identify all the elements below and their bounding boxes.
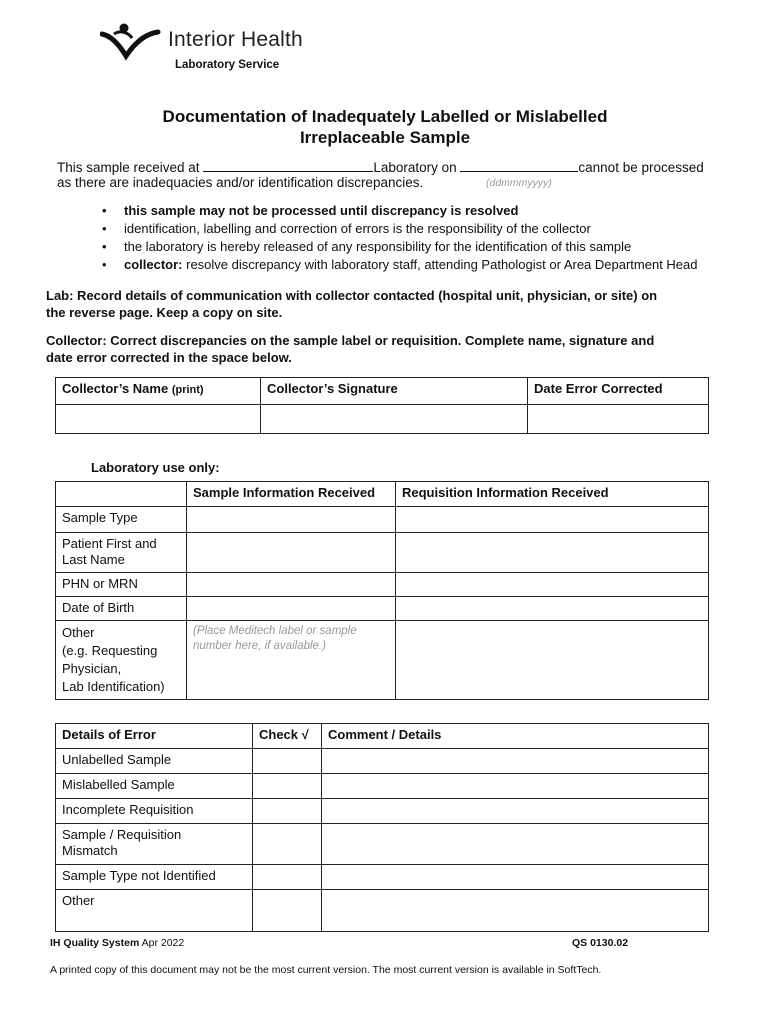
collector-table <box>55 377 709 434</box>
mislabelled-check[interactable] <box>253 774 322 799</box>
error-details-table <box>55 723 709 932</box>
intro-text-1: This sample received at <box>57 160 200 175</box>
date-corrected-header: Date Error Corrected <box>528 378 709 405</box>
dob-sample-field[interactable] <box>187 597 396 621</box>
lab-use-corner-cell <box>56 482 187 507</box>
list-item: • the laboratory is hereby released of any responsibility for the identification of this sample <box>96 238 698 256</box>
mismatch-comment[interactable] <box>322 824 709 865</box>
patient-name-label <box>56 533 187 573</box>
sample-type-sample-field[interactable] <box>187 507 396 533</box>
mismatch-label-line-1: Sample / Requisition <box>62 827 182 842</box>
other-label-line-2: (e.g. Requesting <box>62 643 158 658</box>
incomplete-comment[interactable] <box>322 799 709 824</box>
org-name: Interior Health <box>168 28 303 51</box>
other-error-label: Other <box>56 890 253 932</box>
check-header: Check √ <box>253 724 322 749</box>
not-identified-check[interactable] <box>253 865 322 890</box>
lab-use-label: Laboratory use only: <box>91 460 220 475</box>
phn-requisition-field[interactable] <box>396 573 709 597</box>
collector-label: collector: <box>124 257 183 272</box>
collector-instruction <box>46 332 736 366</box>
not-identified-comment[interactable] <box>322 865 709 890</box>
unlabelled-label: Unlabelled Sample <box>56 749 253 774</box>
sample-type-requisition-field[interactable] <box>396 507 709 533</box>
phn-sample-field[interactable] <box>187 573 396 597</box>
lab-use-table <box>55 481 709 700</box>
document-title <box>0 106 770 148</box>
collector-name-field[interactable] <box>56 405 261 434</box>
lab-instruction-line-1: Lab: Record details of communication with collector contacted (hospital unit, physician, or site) on <box>46 288 658 303</box>
lab-instruction-line-2: the reverse page. Keep a copy on site. <box>46 305 283 320</box>
meditech-placeholder-line-1: (Place Meditech label or sample <box>193 625 357 637</box>
conditions-list <box>96 202 698 274</box>
lab-instruction <box>46 287 736 321</box>
date-format-hint: (ddmmmyyyy) <box>486 177 552 189</box>
mislabelled-label: Mislabelled Sample <box>56 774 253 799</box>
requisition-info-header: Requisition Information Received <box>396 482 709 507</box>
not-identified-label: Sample Type not Identified <box>56 865 253 890</box>
collector-instruction-line-1: Collector: Correct discrepancies on the sample label or requisition. Complete name, signature and <box>46 333 655 348</box>
collector-name-header-text: Collector’s Name <box>62 381 169 396</box>
dob-requisition-field[interactable] <box>396 597 709 621</box>
incomplete-check[interactable] <box>253 799 322 824</box>
quality-system-label: IH Quality System <box>50 937 140 949</box>
meditech-placeholder-line-2: number here, if available.) <box>193 640 326 652</box>
intro-line-1 <box>57 158 704 175</box>
other-label-line-3: Physician, <box>62 661 122 676</box>
patient-name-label-line-1: Patient First and <box>62 536 157 551</box>
other-sample-field[interactable] <box>187 621 396 700</box>
document-code: QS 0130.02 <box>572 937 629 949</box>
collector-signature-field[interactable] <box>261 405 528 434</box>
details-of-error-header: Details of Error <box>56 724 253 749</box>
footer-system <box>50 937 184 949</box>
phn-label: PHN or MRN <box>56 573 187 597</box>
title-line-2: Irreplaceable Sample <box>299 128 471 147</box>
collector-name-header <box>56 378 261 405</box>
collector-name-header-sub: (print) <box>171 384 204 396</box>
list-item: • this sample may not be processed until discrepancy is resolved <box>96 202 698 220</box>
laboratory-blank[interactable] <box>203 158 373 172</box>
sample-type-label: Sample Type <box>56 507 187 533</box>
interior-health-logo-icon <box>100 22 162 62</box>
mismatch-label <box>56 824 253 865</box>
date-blank[interactable] <box>460 158 578 172</box>
service-name: Laboratory Service <box>175 59 280 71</box>
collector-instruction-text: resolve discrepancy with laboratory staff, attending Pathologist or Area Department Head <box>182 257 698 272</box>
other-label-line-4: Lab Identification) <box>62 679 165 694</box>
patient-name-sample-field[interactable] <box>187 533 396 573</box>
mismatch-check[interactable] <box>253 824 322 865</box>
comment-header: Comment / Details <box>322 724 709 749</box>
unlabelled-check[interactable] <box>253 749 322 774</box>
other-error-comment[interactable] <box>322 890 709 932</box>
patient-name-requisition-field[interactable] <box>396 533 709 573</box>
mislabelled-comment[interactable] <box>322 774 709 799</box>
incomplete-label: Incomplete Requisition <box>56 799 253 824</box>
collector-signature-header: Collector’s Signature <box>261 378 528 405</box>
title-line-1: Documentation of Inadequately Labelled or Mislabelled <box>162 107 608 126</box>
other-error-check[interactable] <box>253 890 322 932</box>
other-requisition-field[interactable] <box>396 621 709 700</box>
mismatch-label-line-2: Mismatch <box>62 843 118 858</box>
other-label-line-1: Other <box>62 625 95 640</box>
footer-date: Apr 2022 <box>139 937 185 949</box>
sample-info-header: Sample Information Received <box>187 482 396 507</box>
collector-instruction-line-2: date error corrected in the space below. <box>46 350 292 365</box>
date-corrected-field[interactable] <box>528 405 709 434</box>
other-label <box>56 621 187 700</box>
intro-line-2: as there are inadequacies and/or identification discrepancies. <box>57 175 424 190</box>
intro-text-2: Laboratory on <box>373 160 457 175</box>
dob-label: Date of Birth <box>56 597 187 621</box>
patient-name-label-line-2: Last Name <box>62 552 125 567</box>
list-item <box>96 256 698 274</box>
unlabelled-comment[interactable] <box>322 749 709 774</box>
list-item: • identification, labelling and correction of errors is the responsibility of the collector <box>96 220 698 238</box>
disclaimer: A printed copy of this document may not be the most current version. The most current version is available in SoftTech. <box>50 964 602 976</box>
intro-text-3: cannot be processed <box>578 160 704 175</box>
